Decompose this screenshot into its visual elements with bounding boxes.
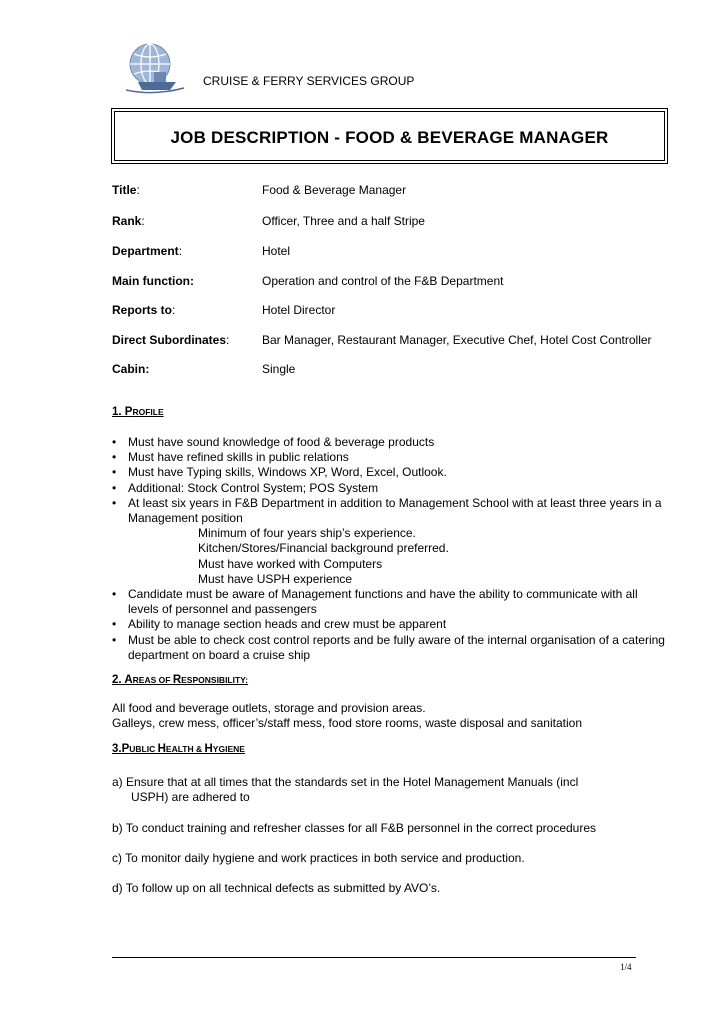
sub-line: Must have worked with Computers xyxy=(198,556,383,571)
list-item: • Candidate must be aware of Management functions and have the ability to communicate with all levels of personnel and passengers xyxy=(112,587,638,617)
title-box xyxy=(111,108,668,164)
hygiene-item-a-cont: USPH) are adhered to xyxy=(131,790,250,804)
list-item: • Must have refined skills in public relations xyxy=(112,450,349,465)
company-name: CRUISE & FERRY SERVICES GROUP xyxy=(203,74,415,88)
hygiene-item-a: a) Ensure that at all times that the standards set in the Hotel Management Manuals (incl xyxy=(112,775,579,789)
company-logo xyxy=(124,38,186,96)
sub-line: Must have USPH experience xyxy=(198,571,353,586)
section-hygiene-heading: 3.PUBLIC HEALTH & HYGIENE xyxy=(112,743,245,755)
profile-list xyxy=(112,435,667,663)
responsibility-line: Galleys, crew mess, officer’s/staff mess, food store rooms, waste disposal and sanitation xyxy=(112,716,582,730)
section-responsibility-heading: 2. AREAS OF RESPONSIBILITY: xyxy=(112,674,249,686)
field-value: Bar Manager, Restaurant Manager, Executive Chef, Hotel Cost Controller xyxy=(262,333,652,347)
hygiene-item-c: c) To monitor daily hygiene and work practices in both service and production. xyxy=(112,851,525,865)
field-value: Hotel xyxy=(262,244,291,258)
hygiene-item-d: d) To follow up on all technical defects as submitted by AVO’s. xyxy=(112,881,441,895)
list-item: • Must have Typing skills, Windows XP, Word, Excel, Outlook. xyxy=(112,465,447,480)
list-item: • Additional: Stock Control System; POS System xyxy=(112,480,379,495)
field-value: Hotel Director xyxy=(262,303,336,317)
field-value: Single xyxy=(262,362,296,376)
list-item: • At least six years in F&B Department in addition to Management School with at least three years in a Management position xyxy=(112,495,662,526)
section-profile-heading: 1. PROFILE xyxy=(112,406,164,418)
page-title: JOB DESCRIPTION - FOOD & BEVERAGE MANAGER xyxy=(170,128,609,147)
field-value: Officer, Three and a half Stripe xyxy=(262,214,425,228)
list-item: • Ability to manage section heads and crew must be apparent xyxy=(112,617,447,632)
page-number: 1/4 xyxy=(620,962,632,972)
field-value: Operation and control of the F&B Department xyxy=(262,274,504,288)
footer-divider xyxy=(112,957,636,958)
list-item: • Must have sound knowledge of food & beverage products xyxy=(112,435,435,449)
sub-line: Kitchen/Stores/Financial background preferred. xyxy=(198,541,449,556)
responsibility-line: All food and beverage outlets, storage and provision areas. xyxy=(112,701,426,715)
hygiene-item-b: b) To conduct training and refresher classes for all F&B personnel in the correct procedures xyxy=(112,821,597,835)
field-value: Food & Beverage Manager xyxy=(262,183,407,197)
sub-line: Minimum of four years ship’s experience. xyxy=(198,526,416,541)
list-item: • Must be able to check cost control reports and be fully aware of the internal organisation of a catering department on board a cruise ship xyxy=(112,632,665,662)
